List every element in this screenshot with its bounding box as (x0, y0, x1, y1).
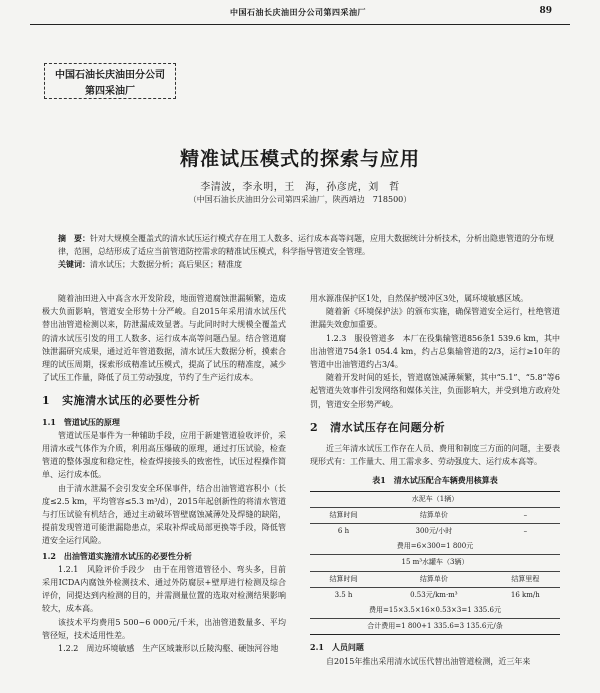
table-cell: 费用=15×3.5×16×0.53×3=1 335.6元 (369, 606, 501, 615)
paragraph: 由于清水泄漏不会引发安全环保事件，结合出油管道容积小（长度≤2.5 km，平均管容≤5.3 m³/d），2015年起创新性的将清水管道与打压试验有机结合，通过主动破坏管壁腐蚀减薄处及焊缝的缺陷，提前发现管道可能泄漏隐患点，采取补焊或局部更换等手段，降低管道安全运行风险。 (42, 483, 286, 546)
cost-table (310, 491, 560, 636)
table-row (310, 524, 560, 540)
table-cell: 结算单价 (377, 571, 491, 587)
paragraph: 随着新《环境保护法》的颁布实施，确保管道安全运行，杜绝管道泄漏失效愈加重要。 (310, 307, 560, 330)
keywords-block (58, 258, 558, 271)
subsection-1-1-heading: 1.1 管道试压的原理 (42, 416, 120, 427)
table-row (310, 507, 560, 523)
table-row (310, 603, 560, 619)
page-number: 89 (539, 6, 552, 16)
abstract-block (58, 232, 558, 258)
logo-line-2: 第四采油厂 (85, 86, 135, 97)
table-cell: – (491, 507, 560, 523)
journal-name: 中国石油长庆油田分公司第四采油厂 (230, 7, 366, 17)
authors: 李清波，李永明，王 海，孙彦虎，刘 哲 (200, 182, 400, 193)
table-cell: 3.5 h (310, 587, 377, 603)
section-number: 2 (310, 420, 319, 434)
table-cell: 结算单价 (377, 507, 491, 523)
table-cell: 水泥车（1辆） (310, 491, 560, 507)
section-title: 实施清水试压的必要性分析 (62, 394, 201, 408)
paragraph: 该技术平均费用5 500~6 000元/千米，出油管道数量多、平均管径短，技术适用性差。 (42, 617, 286, 640)
paragraph: 1.2.1 风险评价手段少 由于在用管道管径小、弯头多，目前采用ICDA内腐蚀外检测技术、通过外防腐层+壁厚进行检测及综合评价，同提达到内检测的目的，并需测量位置的选取对检测结果影响较大，成本高。 (42, 564, 286, 614)
paragraph: 随着开发时间的延长，管道腐蚀减薄频繁，其中“5.1”、“5.8”等6起管道失效事件引发网络和媒体关注，负面影响大，并受到地方政府处罚，管道安全形势严峻。 (310, 373, 560, 409)
table-cell: 16 km/h (491, 587, 560, 603)
table-cell: 结算时间 (310, 507, 377, 523)
table-cell: – (491, 524, 560, 540)
paragraph: 近三年清水试压工作存在人员、费用和制度三方面的问题，主要表现形式有：工作量大、用工需求多、劳动强度大、运行成本高等。 (310, 444, 560, 467)
running-header (30, 6, 570, 25)
table-cell: 15 m³水罐车（3辆） (310, 555, 560, 571)
table-caption: 表1 清水试压配合车辆费用核算表 (372, 475, 498, 486)
paragraph: 自2015年推出采用清水试压代替出油管道检测，近三年来 (326, 656, 531, 666)
section-1-heading (42, 394, 286, 407)
table-row (310, 555, 560, 571)
subsection-2-1-heading: 2.1 人员问题 (310, 642, 364, 653)
table-row (310, 539, 560, 555)
abstract-label: 摘 要： (58, 233, 90, 243)
abstract (58, 232, 558, 271)
table-cell: 结算时间 (310, 571, 377, 587)
paragraph: 用水源准保护区1处，自然保护缓冲区3处，属环境敏感区域。 (310, 294, 529, 303)
table-cell: 300元/小时 (377, 524, 491, 540)
table-row (310, 619, 560, 635)
right-column (310, 292, 560, 668)
table-cell: 结算里程 (491, 571, 560, 587)
table-cell: 0.53元/km·m³ (377, 587, 491, 603)
section-2-heading (310, 421, 560, 434)
logo-line-1: 中国石油长庆油田分公司 (55, 70, 165, 81)
table-cell: 费用=6×300=1 800元 (396, 542, 474, 551)
keywords-label: 关键词： (58, 259, 90, 269)
article-title: 精准试压模式的探索与应用 (179, 148, 420, 170)
section-number: 1 (42, 394, 51, 408)
left-column (42, 292, 286, 655)
keywords-text: 清水试压；大数据分析；高后果区；精准度 (90, 260, 242, 269)
paragraph: 1.2.2 周边环境敏感 生产区域兼形以丘陵沟壑、硬蚀河谷地 (58, 644, 279, 654)
table-cell: 6 h (310, 524, 377, 540)
section-title: 清水试压存在问题分析 (330, 420, 446, 434)
paragraph: 管道试压是事件为一种辅助手段，应用于新建管道验收评价，采用清水或气体作为介质，利用高压爆破的原理，通过打压试验，检查管道的整体强度和稳定性，检查焊接接头的致密性，试压过程操作简单、运行成本低。 (42, 430, 286, 480)
table-cell: 合计费用=1 800+1 335.6=3 135.6元/条 (310, 619, 560, 635)
table-row (310, 491, 560, 507)
intro-paragraph: 随着油田进入中高含水开发阶段，地面管道腐蚀泄漏频繁，造成极大负面影响，管道安全形势十分严峻。自2015年采用清水试压代替出油管道检测以来，防泄漏成效显著。与此同时时大规模全覆盖式的清水试压引发的用工人数多、运行成本高等问题凸显。结合管道腐蚀泄漏研究成果，通过近年管道数据，清水试压大数据分析，摸索合理的试压周期，探索形成精准试压模式，提高了试压的精准度，减少了试压工作量，降低了员工劳动强度，节约了生产运行成本。 (42, 294, 286, 383)
table-row (310, 587, 560, 603)
abstract-text: 针对大规模全覆盖式的清水试压运行模式存在用工人数多、运行成本高等问题，应用大数据统计分析技术，分析出隐患管道的分布规律，范围，总结形成了适应当前管道防控需求的精准试压模式，科学指导管道安全管理。 (58, 234, 554, 256)
paragraph: 1.2.3 服役管道多 本厂在役集输管道856条1 539.6 km，其中出油管道754条1 054.4 km，约占总集输管道的2/3，运行≥10年的管道中出油管道约占3/4。 (310, 333, 560, 370)
table-row (310, 571, 560, 587)
publisher-logo-box (44, 63, 176, 99)
affiliation: （中国石油长庆油田分公司第四采油厂，陕西靖边 718500） (188, 195, 412, 204)
subsection-1-2-heading: 1.2 出油管道实施清水试压的必要性分析 (42, 550, 192, 561)
